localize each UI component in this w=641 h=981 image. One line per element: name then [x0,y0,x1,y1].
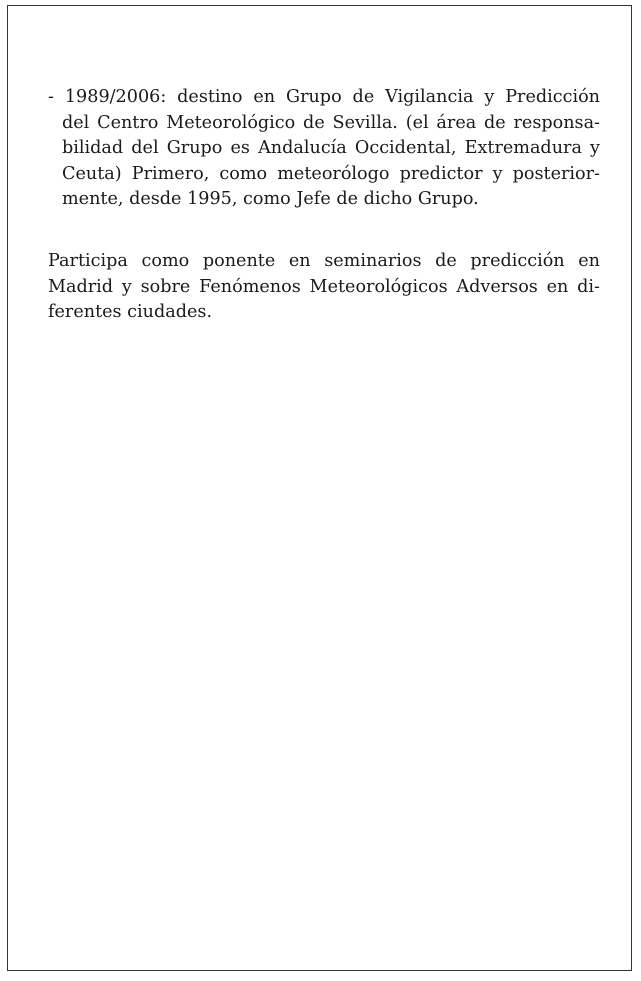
bullet-line-4: Ceuta) Primero, como meteorólogo predictor y posterior- [62,163,600,184]
paragraph-line-3: ferentes ciudades. [48,302,213,323]
page-frame [7,5,632,971]
bullet-text-1: 1989/2006: destino en Grupo de Vigilancia y Predicción [64,87,600,107]
bullet-line-1 [48,85,600,111]
paragraph-line-1: Participa como ponente en seminarios de predicción en [48,251,600,271]
bullet-line-3: bilidad del Grupo es Andalucía Occidental, Extremadura y [62,138,600,159]
bullet-marker: - [48,87,54,107]
bullet-item [48,85,600,213]
bullet-line-5: mente, desde 1995, como Jefe de dicho Grupo. [62,189,479,210]
bullet-line-2: del Centro Meteorológico de Sevilla. (el área de responsa- [62,112,600,133]
body-paragraph [48,249,600,326]
paragraph-line-2: Madrid y sobre Fenómenos Meteorológicos Adversos en di- [48,276,600,297]
